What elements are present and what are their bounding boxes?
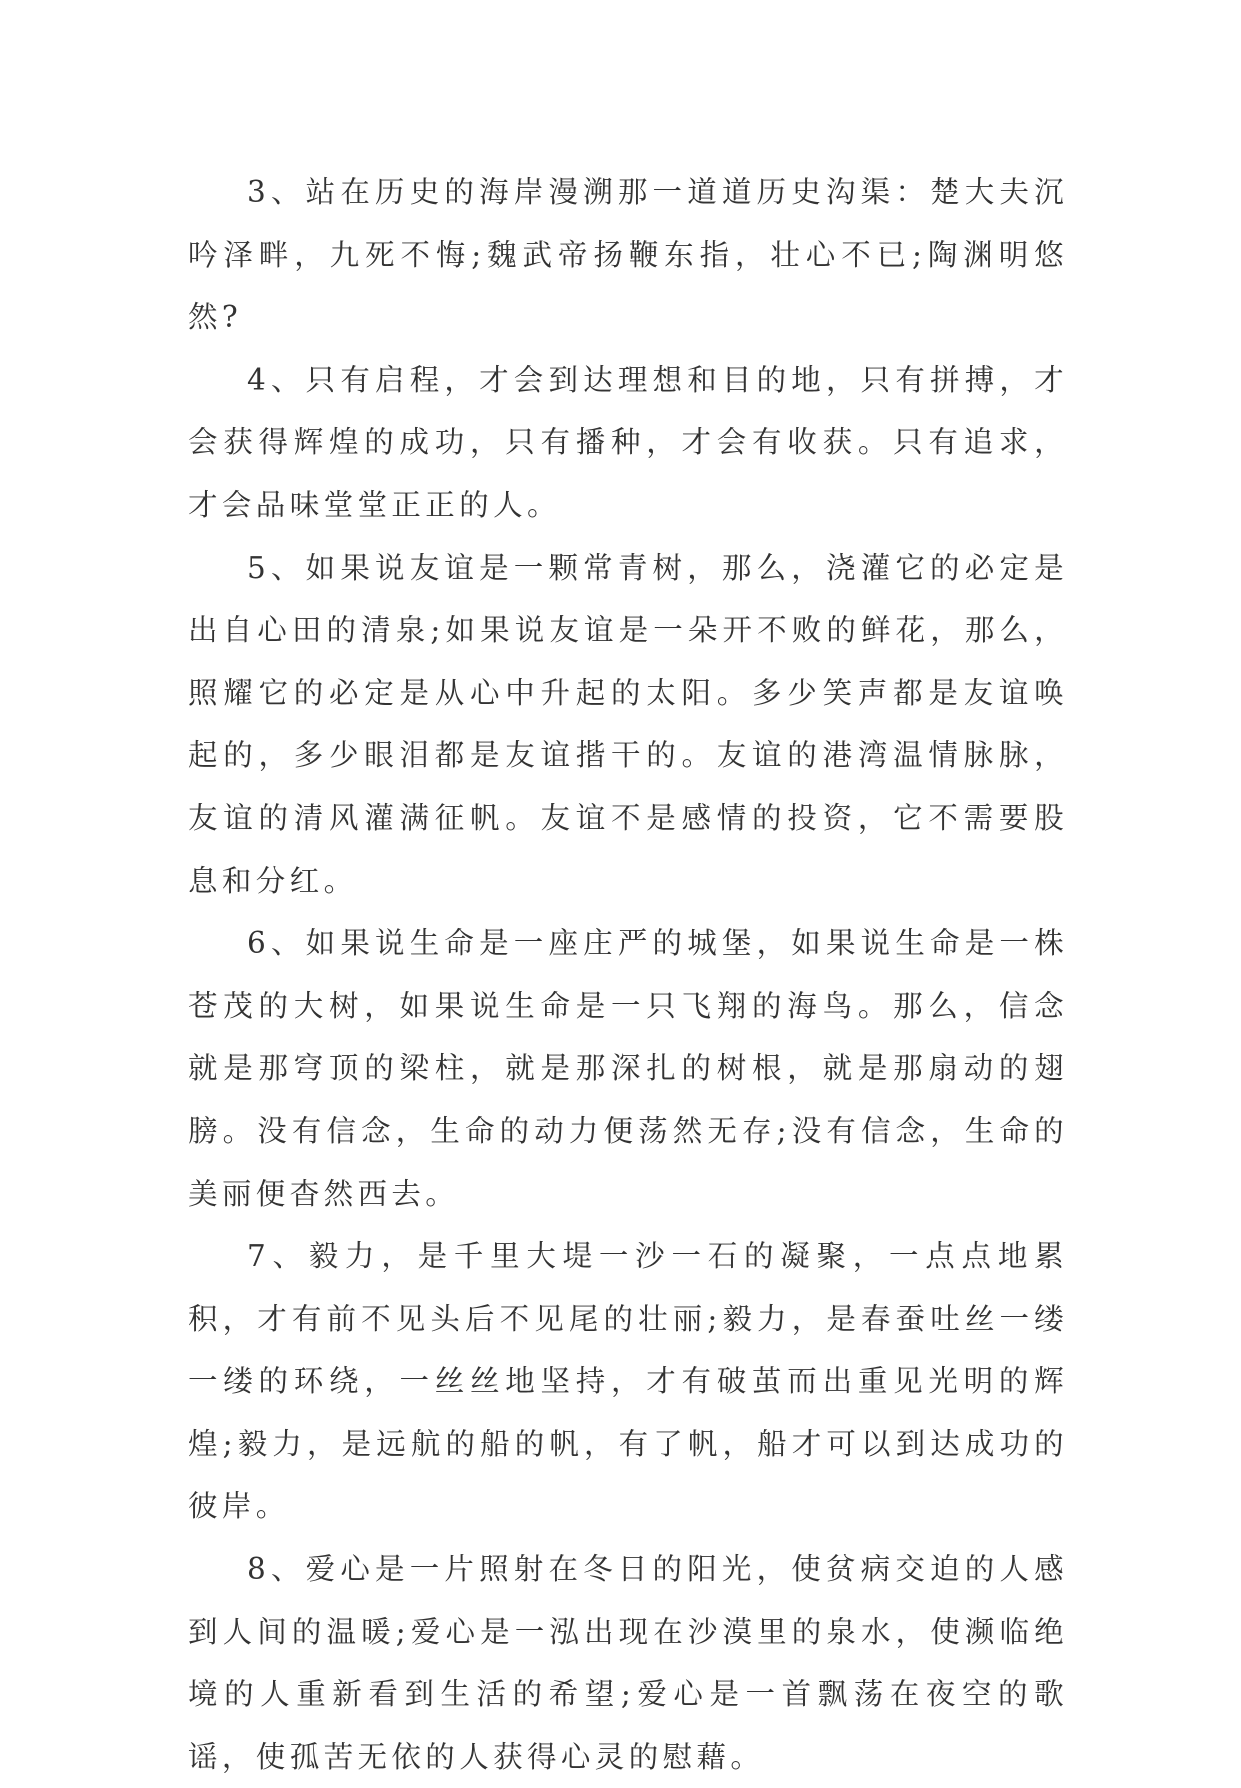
- paragraph-6: 6、如果说生命是一座庄严的城堡，如果说生命是一株苍茂的大树，如果说生命是一只飞翔的海鸟。那么，信念就是那穹顶的梁柱，就是那深扎的树根，就是那扇动的翅膀。没有信念，生命的动力便荡然无存;没有信念，生命的美丽便杳然西去。: [188, 926, 1068, 1211]
- paragraph-3: 3、站在历史的海岸漫溯那一道道历史沟渠：楚大夫沉吟泽畔，九死不悔;魏武帝扬鞭东指，壮心不已;陶渊明悠然?: [188, 175, 1068, 335]
- paragraph-8: 8、爱心是一片照射在冬日的阳光，使贫病交迫的人感到人间的温暖;爱心是一泓出现在沙漠里的泉水，使濒临绝境的人重新看到生活的希望;爱心是一首飘荡在夜空的歌谣，使孤苦无依的人获得心灵的慰藉。: [188, 1552, 1068, 1774]
- paragraph-4: 4、只有启程，才会到达理想和目的地，只有拼搏，才会获得辉煌的成功，只有播种，才会有收获。只有追求，才会品味堂堂正正的人。: [188, 362, 1068, 522]
- document-body: [188, 161, 1068, 1788]
- paragraph-5: 5、如果说友谊是一颗常青树，那么，浇灌它的必定是出自心田的清泉;如果说友谊是一朵开不败的鲜花，那么，照耀它的必定是从心中升起的太阳。多少笑声都是友谊唤起的，多少眼泪都是友谊揩干的。友谊的港湾温情脉脉，友谊的清风灌满征帆。友谊不是感情的投资，它不需要股息和分红。: [188, 550, 1068, 898]
- paragraph-7: 7、毅力，是千里大堤一沙一石的凝聚，一点点地累积，才有前不见头后不见尾的壮丽;毅力，是春蚕吐丝一缕一缕的环绕，一丝丝地坚持，才有破茧而出重见光明的辉煌;毅力，是远航的船的帆，有了帆，船才可以到达成功的彼岸。: [188, 1239, 1068, 1524]
